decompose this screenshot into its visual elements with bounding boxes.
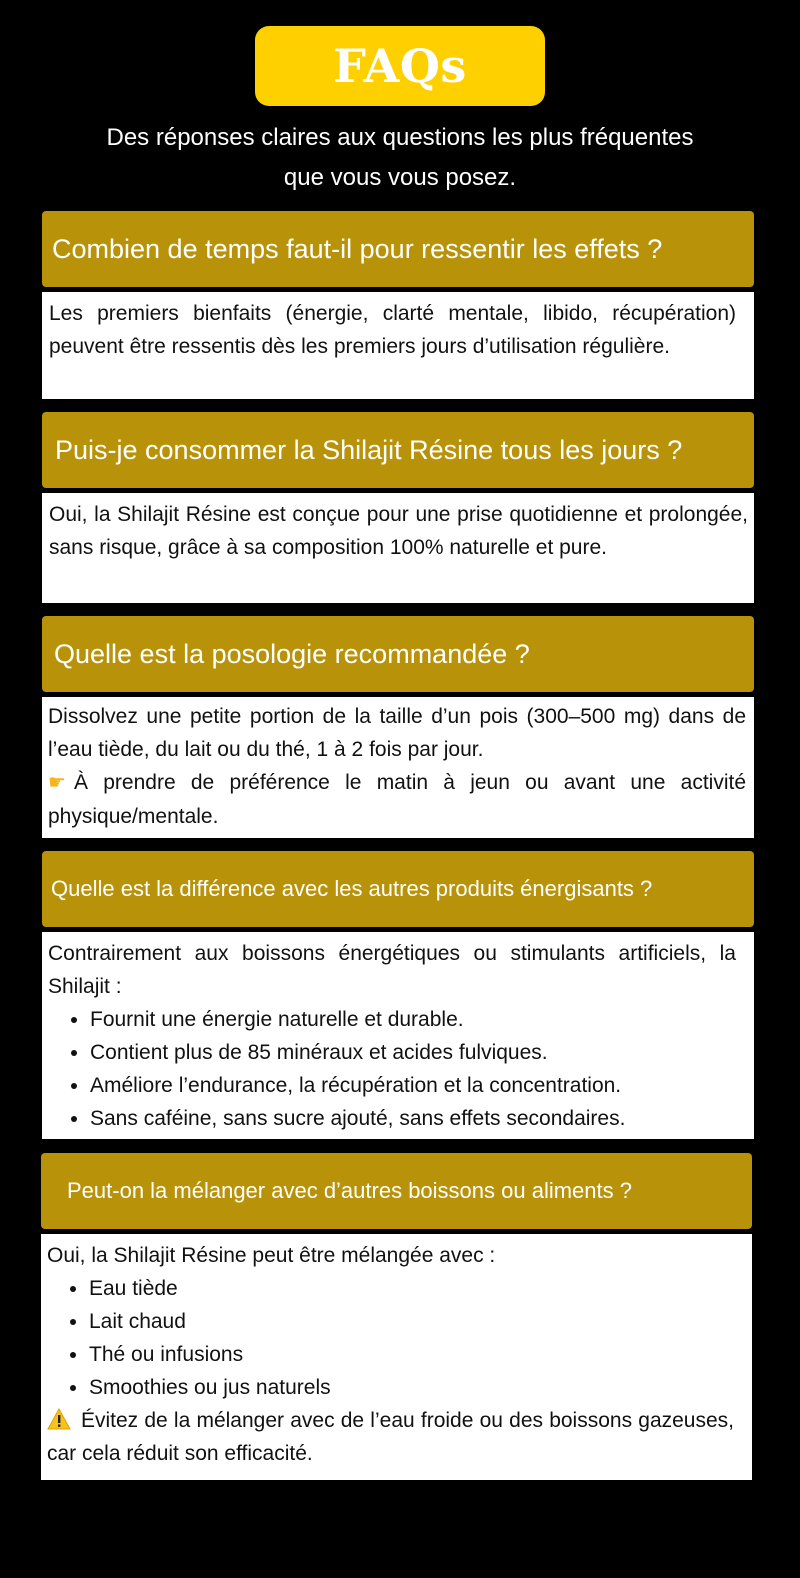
list-item: • Eau tiède [89,1272,734,1305]
faq-answer-2-text: Oui, la Shilajit Résine est conçue pour une prise quotidienne et prolongée, sans risque, grâce à sa composition 100% naturelle et pure. [49,503,748,559]
faq-answer-5 [41,1234,752,1480]
faq-answer-4-list [48,1003,736,1135]
faq-answer-1 [42,292,754,399]
list-item: • Sans caféine, sans sucre ajouté, sans effets secondaires. [90,1102,736,1135]
faq-question-4[interactable] [42,851,754,927]
subtitle-line-1: Des réponses claires aux questions les plus fréquentes [106,124,694,151]
list-item: • Lait chaud [89,1305,734,1338]
page-title: FAQs [333,39,467,93]
faq-question-5-text: Peut-on la mélanger avec d’autres boissons ou aliments ? [67,1178,632,1203]
faq-question-4-text: Quelle est la différence avec les autres produits énergisants ? [51,876,653,901]
page-subtitle [40,118,760,198]
faq-answer-3-tip [48,766,746,833]
faq-answer-5-intro: Oui, la Shilajit Résine peut être mélangée avec : [47,1244,496,1267]
faq-answer-3 [42,697,754,838]
faq-answer-4 [42,932,754,1139]
list-item: • Contient plus de 85 minéraux et acides fulviques. [90,1036,736,1069]
faq-question-3-text: Quelle est la posologie recommandée ? [54,638,530,669]
list-item: • Améliore l’endurance, la récupération et la concentration. [90,1069,736,1102]
faq-answer-5-warning-text: Évitez de la mélanger avec de l’eau froide ou des boissons gazeuses, car cela réduit son efficacité. [47,1409,734,1465]
faq-question-5[interactable] [41,1153,752,1229]
faq-question-3[interactable] [42,616,754,692]
faq-answer-3-text: Dissolvez une petite portion de la taille d’un pois (300–500 mg) dans de l’eau tiède, du lait ou du thé, 1 à 2 fois par jour. [48,705,746,761]
faq-answer-4-intro: Contrairement aux boissons énergétiques ou stimulants artificiels, la Shilajit : [48,942,736,998]
faq-answer-5-list [47,1272,734,1404]
faq-answer-5-warning [47,1404,734,1470]
faq-question-1[interactable] [42,211,754,287]
faq-answer-3-tip-text: À prendre de préférence le matin à jeun ou avant une activité physique/mentale. [48,771,746,828]
faq-title-badge [255,26,545,106]
list-item: • Smoothies ou jus naturels [89,1371,734,1404]
list-item: • Fournit une énergie naturelle et durable. [90,1003,736,1036]
list-item: • Thé ou infusions [89,1338,734,1371]
pointing-hand-icon: ☛ [48,772,66,794]
faq-answer-2 [42,493,754,603]
warning-icon [47,1408,71,1430]
faq-question-2-text: Puis-je consommer la Shilajit Résine tous les jours ? [55,434,683,465]
faq-question-1-text: Combien de temps faut-il pour ressentir les effets ? [52,233,663,264]
faq-answer-1-text: Les premiers bienfaits (énergie, clarté mentale, libido, récupération) peuvent être ressentis dès les premiers jours d’utilisation régulière. [49,302,736,358]
subtitle-line-2: que vous vous posez. [283,164,517,191]
faq-question-2[interactable] [42,412,754,488]
